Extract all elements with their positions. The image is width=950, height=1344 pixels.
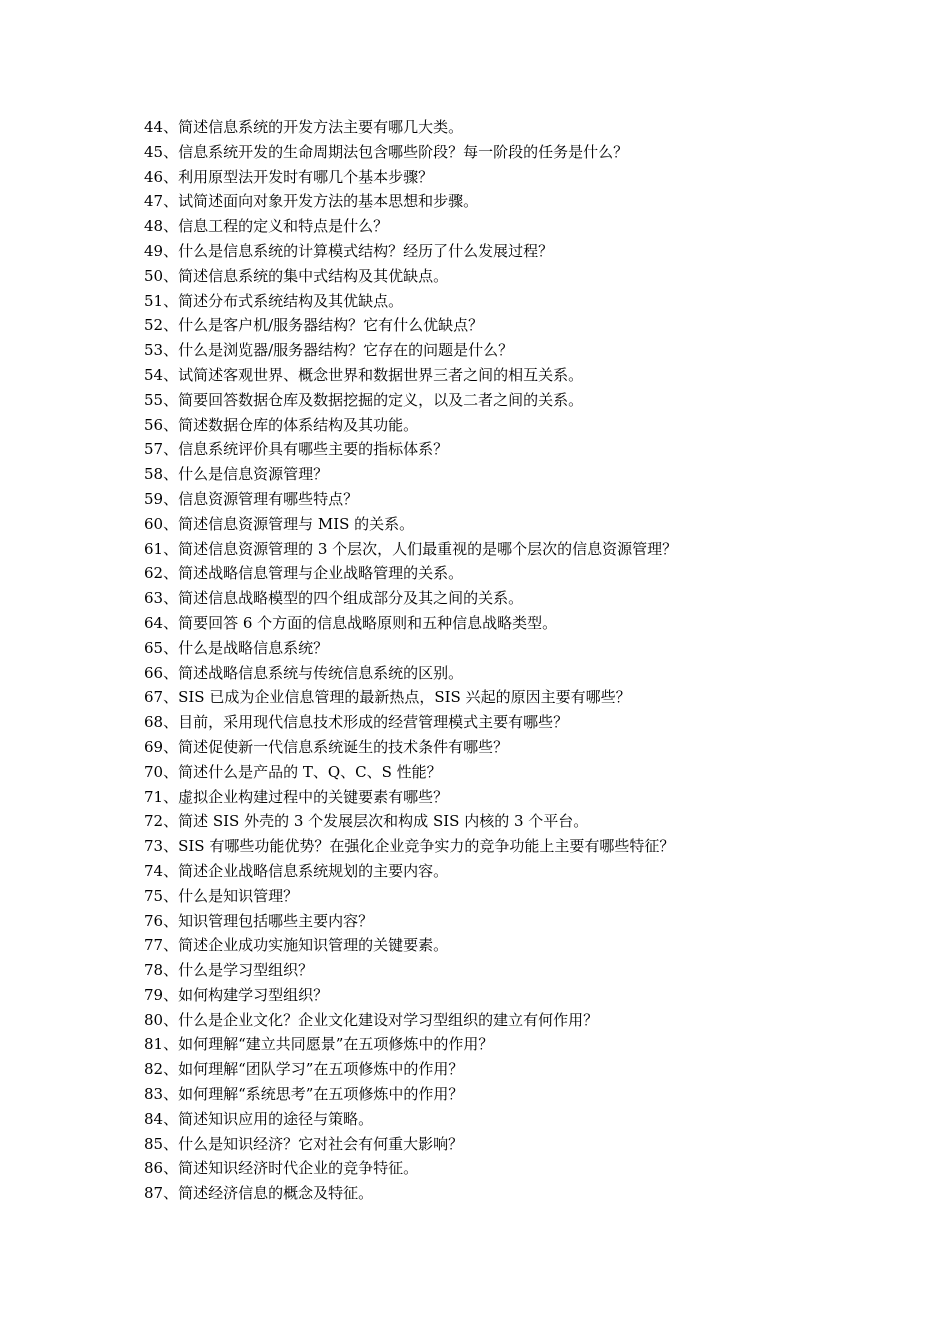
question-item: 85、什么是知识经济？它对社会有何重大影响？ xyxy=(144,1134,464,1153)
question-item: 51、简述分布式系统结构及其优缺点。 xyxy=(144,291,404,310)
question-item: 50、简述信息系统的集中式结构及其优缺点。 xyxy=(144,266,449,285)
question-item: 62、简述战略信息管理与企业战略管理的关系。 xyxy=(144,564,464,583)
question-item: 59、信息资源管理有哪些特点？ xyxy=(144,489,359,508)
question-item: 77、简述企业成功实施知识管理的关键要素。 xyxy=(144,936,449,955)
question-item: 64、简要回答 6 个方面的信息战略原则和五种信息战略类型。 xyxy=(144,613,558,632)
question-item: 67、SIS 已成为企业信息管理的最新热点，SIS 兴起的原因主要有哪些？ xyxy=(144,688,631,707)
question-item: 52、什么是客户机/服务器结构？它有什么优缺点？ xyxy=(144,316,484,335)
question-item: 54、试简述客观世界、概念世界和数据世界三者之间的相互关系。 xyxy=(144,365,584,384)
question-item: 76、知识管理包括哪些主要内容？ xyxy=(144,911,374,930)
question-item: 72、简述 SIS 外壳的 3 个发展层次和构成 SIS 内核的 3 个平台。 xyxy=(144,812,589,831)
question-item: 83、如何理解“系统思考”在五项修炼中的作用？ xyxy=(144,1085,464,1104)
question-item: 80、什么是企业文化？企业文化建设对学习型组织的建立有何作用？ xyxy=(144,1010,599,1029)
question-item: 86、简述知识经济时代企业的竞争特征。 xyxy=(144,1159,419,1178)
question-item: 79、如何构建学习型组织？ xyxy=(144,985,329,1004)
question-item: 73、SIS 有哪些功能优势？在强化企业竞争实力的竞争功能上主要有哪些特征？ xyxy=(144,837,675,856)
question-item: 87、简述经济信息的概念及特征。 xyxy=(144,1184,374,1203)
question-item: 49、什么是信息系统的计算模式结构？经历了什么发展过程？ xyxy=(144,241,554,260)
question-item: 46、利用原型法开发时有哪几个基本步骤？ xyxy=(144,167,434,186)
question-item: 68、目前，采用现代信息技术形成的经营管理模式主要有哪些？ xyxy=(144,713,569,732)
question-item: 45、信息系统开发的生命周期法包含哪些阶段？每一阶段的任务是什么？ xyxy=(144,142,629,161)
question-item: 57、信息系统评价具有哪些主要的指标体系？ xyxy=(144,440,449,459)
question-item: 58、什么是信息资源管理？ xyxy=(144,465,329,484)
question-item: 65、什么是战略信息系统？ xyxy=(144,638,329,657)
question-item: 74、简述企业战略信息系统规划的主要内容。 xyxy=(144,861,449,880)
question-item: 78、什么是学习型组织？ xyxy=(144,961,314,980)
question-item: 61、简述信息资源管理的 3 个层次，人们最重视的是哪个层次的信息资源管理？ xyxy=(144,539,678,558)
question-item: 53、什么是浏览器/服务器结构？它存在的问题是什么？ xyxy=(144,341,514,360)
question-item: 82、如何理解“团队学习”在五项修炼中的作用？ xyxy=(144,1060,464,1079)
question-item: 69、简述促使新一代信息系统诞生的技术条件有哪些？ xyxy=(144,737,509,756)
question-item: 60、简述信息资源管理与 MIS 的关系。 xyxy=(144,514,415,533)
question-item: 44、简述信息系统的开发方法主要有哪几大类。 xyxy=(144,118,464,136)
question-item: 71、虚拟企业构建过程中的关键要素有哪些？ xyxy=(144,787,449,806)
question-item: 75、什么是知识管理？ xyxy=(144,886,299,905)
question-item: 47、试简述面向对象开发方法的基本思想和步骤。 xyxy=(144,192,479,211)
question-item: 48、信息工程的定义和特点是什么？ xyxy=(144,217,389,236)
question-list xyxy=(144,115,844,1206)
question-item: 56、简述数据仓库的体系结构及其功能。 xyxy=(144,415,419,434)
question-item: 70、简述什么是产品的 T、Q、C、S 性能？ xyxy=(144,762,442,781)
question-item: 81、如何理解“建立共同愿景”在五项修炼中的作用？ xyxy=(144,1035,494,1054)
question-item: 84、简述知识应用的途径与策略。 xyxy=(144,1109,374,1128)
question-item: 63、简述信息战略模型的四个组成部分及其之间的关系。 xyxy=(144,589,524,608)
question-item: 66、简述战略信息系统与传统信息系统的区别。 xyxy=(144,663,464,682)
question-item: 55、简要回答数据仓库及数据挖掘的定义，以及二者之间的关系。 xyxy=(144,390,584,409)
